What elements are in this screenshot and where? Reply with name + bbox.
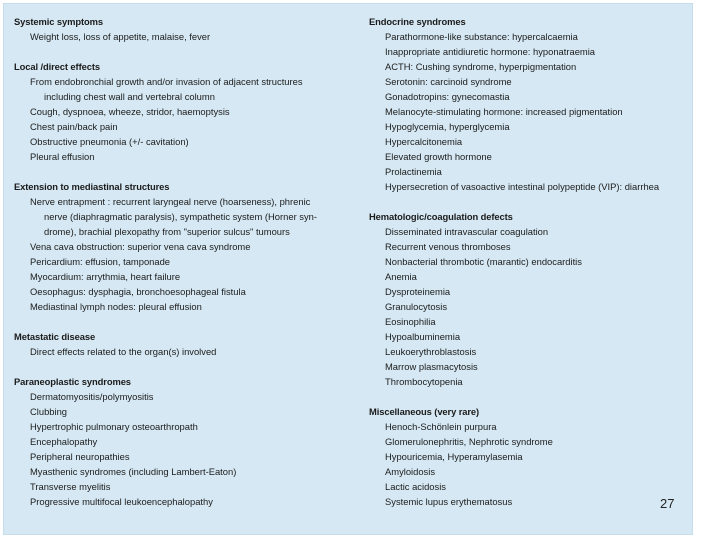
list-item: Gonadotropins: gynecomastia bbox=[385, 91, 510, 102]
list-item: Leukoerythroblastosis bbox=[385, 346, 477, 357]
list-item: Henoch-Schönlein purpura bbox=[385, 421, 497, 432]
list-item: Eosinophilia bbox=[385, 316, 436, 327]
list-item: nerve (diaphragmatic paralysis), sympathetic system (Horner syn- bbox=[44, 211, 318, 222]
section-heading: Metastatic disease bbox=[14, 331, 96, 342]
list-item: Hypoalbuminemia bbox=[385, 331, 461, 342]
left-column bbox=[14, 14, 344, 509]
page-number: 27 bbox=[660, 496, 675, 511]
list-item: Marrow plasmacytosis bbox=[385, 361, 478, 372]
list-item: Progressive multifocal leukoencephalopathy bbox=[30, 496, 213, 507]
list-item: Hypouricemia, Hyperamylasemia bbox=[385, 451, 523, 462]
section-mediastinal-extension bbox=[14, 179, 344, 314]
right-column bbox=[369, 14, 687, 509]
list-item: Dermatomyositis/polymyositis bbox=[30, 391, 154, 402]
list-item: Hypoglycemia, hyperglycemia bbox=[385, 121, 510, 132]
list-item: Myocardium: arrythmia, heart failure bbox=[30, 271, 181, 282]
list-item: Encephalopathy bbox=[30, 436, 98, 447]
section-systemic-symptoms bbox=[14, 14, 344, 44]
list-item: Granulocytosis bbox=[385, 301, 448, 312]
list-item: Elevated growth hormone bbox=[385, 151, 492, 162]
list-item: Pericardium: effusion, tamponade bbox=[30, 256, 171, 267]
list-item: Melanocyte-stimulating hormone: increased pigmentation bbox=[385, 106, 623, 117]
list-item: Lactic acidosis bbox=[385, 481, 446, 492]
list-item: Serotonin: carcinoid syndrome bbox=[385, 76, 512, 87]
list-item: ACTH: Cushing syndrome, hyperpigmentation bbox=[385, 61, 577, 72]
list-item: Pleural effusion bbox=[30, 151, 95, 162]
section-heading: Miscellaneous (very rare) bbox=[369, 406, 480, 417]
section-heading: Hematologic/coagulation defects bbox=[369, 211, 513, 222]
list-item: Mediastinal lymph nodes: pleural effusion bbox=[30, 301, 202, 312]
list-item: Peripheral neuropathies bbox=[30, 451, 130, 462]
list-item: Thrombocytopenia bbox=[385, 376, 463, 387]
section-miscellaneous bbox=[369, 404, 687, 509]
list-item: Prolactinemia bbox=[385, 166, 442, 177]
section-heading: Endocrine syndromes bbox=[369, 16, 466, 27]
list-item: Nerve entrapment : recurrent laryngeal nerve (hoarseness), phrenic bbox=[30, 196, 311, 207]
list-item: including chest wall and vertebral column bbox=[44, 91, 215, 102]
list-item: Nonbacterial thrombotic (marantic) endocarditis bbox=[385, 256, 582, 267]
section-local-effects bbox=[14, 59, 344, 164]
list-item: Direct effects related to the organ(s) involved bbox=[30, 346, 217, 357]
table-panel bbox=[4, 4, 692, 534]
list-item: Systemic lupus erythematosus bbox=[385, 496, 513, 507]
section-heading: Extension to mediastinal structures bbox=[14, 181, 170, 192]
list-item: Disseminated intravascular coagulation bbox=[385, 226, 549, 237]
list-item: Anemia bbox=[385, 271, 417, 282]
list-item: Parathormone-like substance: hypercalcaemia bbox=[385, 31, 578, 42]
list-item: From endobronchial growth and/or invasion of adjacent structures bbox=[30, 76, 303, 87]
section-metastatic-disease bbox=[14, 329, 344, 359]
list-item: Hypertrophic pulmonary osteoarthropath bbox=[30, 421, 198, 432]
list-item: Transverse myelitis bbox=[30, 481, 111, 492]
list-item: Dysproteinemia bbox=[385, 286, 451, 297]
section-heading: Systemic symptoms bbox=[14, 16, 103, 27]
section-hematologic bbox=[369, 209, 687, 389]
section-endocrine bbox=[369, 14, 687, 194]
list-item: Chest pain/back pain bbox=[30, 121, 118, 132]
list-item: Weight loss, loss of appetite, malaise, fever bbox=[30, 31, 211, 42]
list-item: Recurrent venous thromboses bbox=[385, 241, 511, 252]
list-item: Hypercalcitonemia bbox=[385, 136, 463, 147]
section-heading: Local /direct effects bbox=[14, 61, 100, 72]
list-item: Hypersecretion of vasoactive intestinal polypeptide (VIP): diarrhea bbox=[385, 181, 660, 192]
list-item: Vena cava obstruction: superior vena cava syndrome bbox=[30, 241, 251, 252]
list-item: Myasthenic syndromes (including Lambert-Eaton) bbox=[30, 466, 237, 477]
list-item: Clubbing bbox=[30, 406, 68, 417]
section-heading: Paraneoplastic syndromes bbox=[14, 376, 131, 387]
list-item: Cough, dyspnoea, wheeze, stridor, haemoptysis bbox=[30, 106, 230, 117]
list-item: Inappropriate antidiuretic hormone: hyponatraemia bbox=[385, 46, 596, 57]
list-item: Glomerulonephritis, Nephrotic syndrome bbox=[385, 436, 553, 447]
list-item: Oesophagus: dysphagia, bronchoesophageal fistula bbox=[30, 286, 246, 297]
list-item: Obstructive pneumonia (+/- cavitation) bbox=[30, 136, 189, 147]
list-item: drome), brachial plexopathy from "superior sulcus" tumours bbox=[44, 226, 290, 237]
list-item: Amyloidosis bbox=[385, 466, 436, 477]
section-paraneoplastic bbox=[14, 374, 344, 509]
